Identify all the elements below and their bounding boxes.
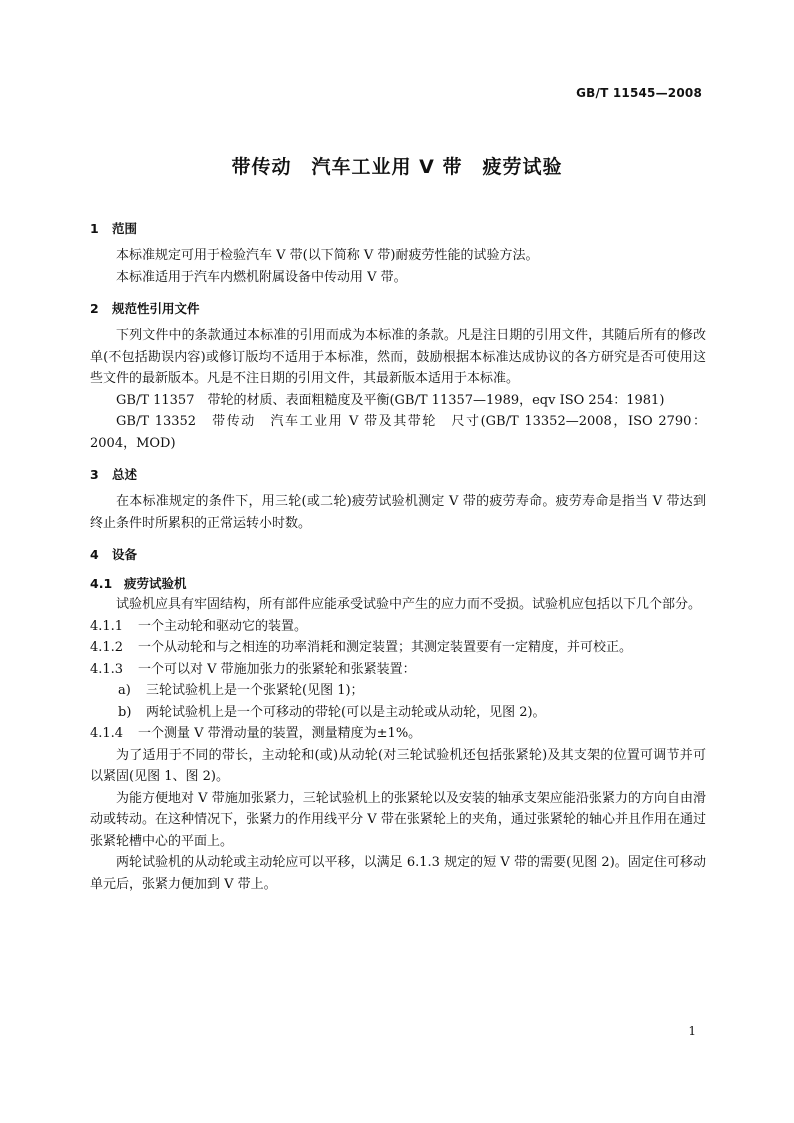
document-body: [90, 218, 706, 895]
list-text: 三轮试验机上是一个张紧轮(见图 1)；: [146, 683, 364, 698]
section-number: 2: [90, 301, 99, 316]
paragraph: 本标准适用于汽车内燃机附属设备中传动用 V 带。: [116, 269, 407, 285]
document-title: 带传动 汽车工业用 V 带 疲劳试验: [231, 156, 563, 178]
clause-item: [90, 616, 706, 638]
page-number: 1: [688, 1024, 696, 1038]
clause-number: 4.1.2: [90, 640, 124, 655]
clause-number: 4.1.1: [90, 618, 124, 634]
clause-text: 一个主动轮和驱动它的装置。: [138, 618, 308, 634]
section-heading: [90, 464, 706, 485]
paragraph: 本标准规定可用于检验汽车 V 带(以下简称 V 带)耐疲劳性能的试验方法。: [116, 248, 539, 263]
subsection-number: 4.1: [90, 576, 113, 591]
clause-number: 4.1.3: [90, 661, 124, 677]
paragraph: 两轮试验机的从动轮或主动轮应可以平移，以满足 6.1.3 规定的短 V 带的需要(见图 2)。固定住可移动单元后，张紧力便加到 V 带上。: [90, 855, 706, 892]
standard-number: GB/T 11545—2008: [576, 86, 702, 100]
paragraph: 为能方便地对 V 带施加张紧力，三轮试验机上的张紧轮以及安装的轴承支架应能沿张紧力的方向自由滑动或转动。在这种情况下，张紧力的作用线平分 V 带在张紧轮上的夹角，通过张紧轮的轴心并且作用在通过张紧轮槽中心的平面上。: [90, 790, 706, 849]
reference-item: GB/T 13352 带传动 汽车工业用 V 带及其带轮 尺寸(GB/T 13352—2008，ISO 2790：2004，MOD): [90, 414, 706, 451]
section-number: 3: [90, 467, 99, 482]
list-text: 两轮试验机上是一个可移动的带轮(可以是主动轮或从动轮，见图 2)。: [146, 704, 546, 720]
paragraph: 下列文件中的条款通过本标准的引用而成为本标准的条款。凡是注日期的引用文件，其随后所有的修改单(不包括勘误内容)或修订版均不适用于本标准，然而，鼓励根据本标准达成协议的各方研究是否可使用这些文件的最新版本。凡是不注日期的引用文件，其最新版本适用于本标准。: [90, 328, 706, 386]
clause-item: [90, 659, 706, 681]
list-item: [90, 680, 706, 702]
clause-text: 一个测量 V 带滑动量的装置，测量精度为±1%。: [138, 726, 422, 741]
clause-item: [90, 637, 706, 659]
clause-number: 4.1.4: [90, 726, 124, 741]
section-title: 规范性引用文件: [112, 301, 200, 316]
paragraph: 试验机应具有牢固结构，所有部件应能承受试验中产生的应力而不受损。试验机应包括以下几个部分。: [116, 597, 702, 612]
section-heading: [90, 298, 706, 319]
section-title: 总述: [112, 467, 138, 482]
section-number: 1: [90, 221, 99, 236]
list-label: a): [118, 683, 131, 698]
subsection-title: 疲劳试验机: [124, 576, 187, 591]
section-title: 设备: [112, 547, 138, 562]
section-number: 4: [90, 547, 99, 562]
subsection-heading: [90, 573, 706, 594]
list-label: b): [118, 704, 132, 720]
clause-item: [90, 723, 706, 745]
section-heading: [90, 218, 706, 239]
clause-text: 一个从动轮和与之相连的功率消耗和测定装置；其测定装置要有一定精度，并可校正。: [138, 640, 633, 655]
paragraph: 在本标准规定的条件下，用三轮(或二轮)疲劳试验机测定 V 带的疲劳寿命。疲劳寿命是指当 V 带达到终止条件时所累积的正常运转小时数。: [90, 494, 706, 531]
list-item: [90, 702, 706, 724]
section-heading: [90, 544, 706, 565]
paragraph: 为了适用于不同的带长，主动轮和(或)从动轮(对三轮试验机还包括张紧轮)及其支架的位置可调节并可以紧固(见图 1、图 2)。: [90, 747, 706, 784]
reference-item: GB/T 11357 带轮的材质、表面粗糙度及平衡(GB/T 11357—1989，eqv ISO 254：1981): [116, 392, 665, 408]
clause-text: 一个可以对 V 带施加张力的张紧轮和张紧装置：: [138, 661, 416, 677]
section-title: 范围: [112, 221, 138, 236]
